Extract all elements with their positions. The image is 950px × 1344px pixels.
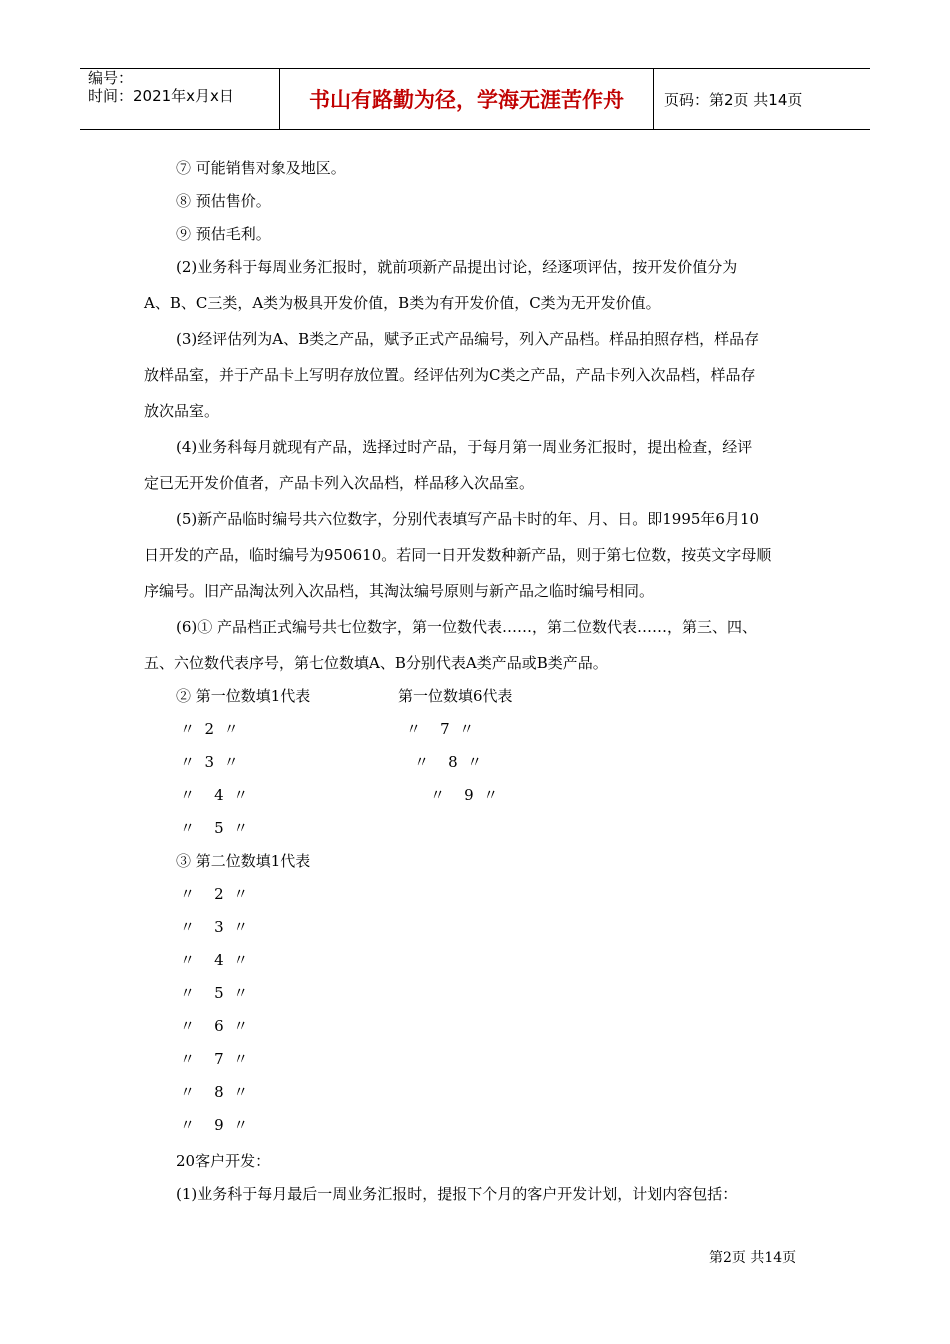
page-footer: 第2页 共14页 (709, 1250, 797, 1266)
code-a-row: 〃 4 〃 (180, 786, 249, 804)
code-b-row: 〃 5 〃 (180, 984, 249, 1002)
item-7: ⑦ 可能销售对象及地区。 (176, 159, 346, 177)
code-a-row: 〃 9 〃 (430, 786, 499, 804)
header-motto: 书山有路勤为径，学海无涯苦作舟 (280, 69, 654, 129)
code-a-row: 〃 5 〃 (180, 819, 249, 837)
para-6-line-2: 五、六位数代表序号，第七位数填A、B分别代表A类产品或B类产品。 (144, 654, 608, 672)
code-b-row: 〃 6 〃 (180, 1017, 249, 1035)
code-b-row: 〃 9 〃 (180, 1116, 249, 1134)
section-20-title: 20客户开发： (176, 1152, 271, 1170)
para-5-line-1: (5)新产品临时编号共六位数字，分别代表填写产品卡时的年、月、日。即1995年6月10 (176, 510, 760, 528)
code-a-row: 〃 2 〃 (180, 720, 239, 738)
code-b-row: 〃 2 〃 (180, 885, 249, 903)
code-a-row: 〃 8 〃 (414, 753, 483, 771)
para-5-line-3: 序编号。旧产品淘汰列入次品档，其淘汰编号原则与新产品之临时编号相同。 (144, 582, 655, 600)
para-4-line-1: (4)业务科每月就现有产品，选择过时产品，于每月第一周业务汇报时，提出检查，经评 (176, 438, 753, 456)
code-a-left-head: ② 第一位数填1代表 (176, 687, 311, 705)
item-8: ⑧ 预估售价。 (176, 192, 271, 210)
para-2-line-2: A、B、C三类，A类为极具开发价值，B类为有开发价值，C类为无开发价值。 (144, 294, 661, 312)
code-a-row: 〃 3 〃 (180, 753, 239, 771)
code-b-row: 〃 8 〃 (180, 1083, 249, 1101)
para-3-line-3: 放次品室。 (144, 402, 220, 420)
item-9: ⑨ 预估毛利。 (176, 225, 271, 243)
para-4-line-2: 定已无开发价值者，产品卡列入次品档，样品移入次品室。 (144, 474, 535, 492)
code-a-right-head: 第一位数填6代表 (398, 687, 513, 705)
para-6-line-1: (6)① 产品档正式编号共七位数字，第一位数代表……，第二位数代表……，第三、四、 (176, 618, 758, 636)
code-b-head: ③ 第二位数填1代表 (176, 852, 311, 870)
header-page-number: 页码：第2页 共14页 (664, 90, 803, 109)
para-3-line-2: 放样品室，并于产品卡上写明存放位置。经评估列为C类之产品，产品卡列入次品档，样品存 (144, 366, 756, 384)
doc-code-label: 编号： (88, 69, 134, 87)
para-5-line-2: 日开发的产品，临时编号为950610。若同一日开发数种新产品，则于第七位数，按英文字母顺 (144, 546, 772, 564)
page-header (80, 68, 870, 130)
code-b-row: 〃 7 〃 (180, 1050, 249, 1068)
code-b-row: 〃 4 〃 (180, 951, 249, 969)
header-meta (80, 69, 280, 129)
doc-time-label: 时间：2021年x月x日 (88, 87, 234, 105)
para-3-line-1: (3)经评估列为A、B类之产品，赋予正式产品编号，列入产品档。样品拍照存档，样品存 (176, 330, 760, 348)
section-20-line-1: (1)业务科于每月最后一周业务汇报时，提报下个月的客户开发计划，计划内容包括： (176, 1185, 738, 1203)
code-a-row: 〃 7 〃 (406, 720, 475, 738)
para-2-line-1: (2)业务科于每周业务汇报时，就前项新产品提出讨论，经逐项评估，按开发价值分为 (176, 258, 738, 276)
code-b-row: 〃 3 〃 (180, 918, 249, 936)
